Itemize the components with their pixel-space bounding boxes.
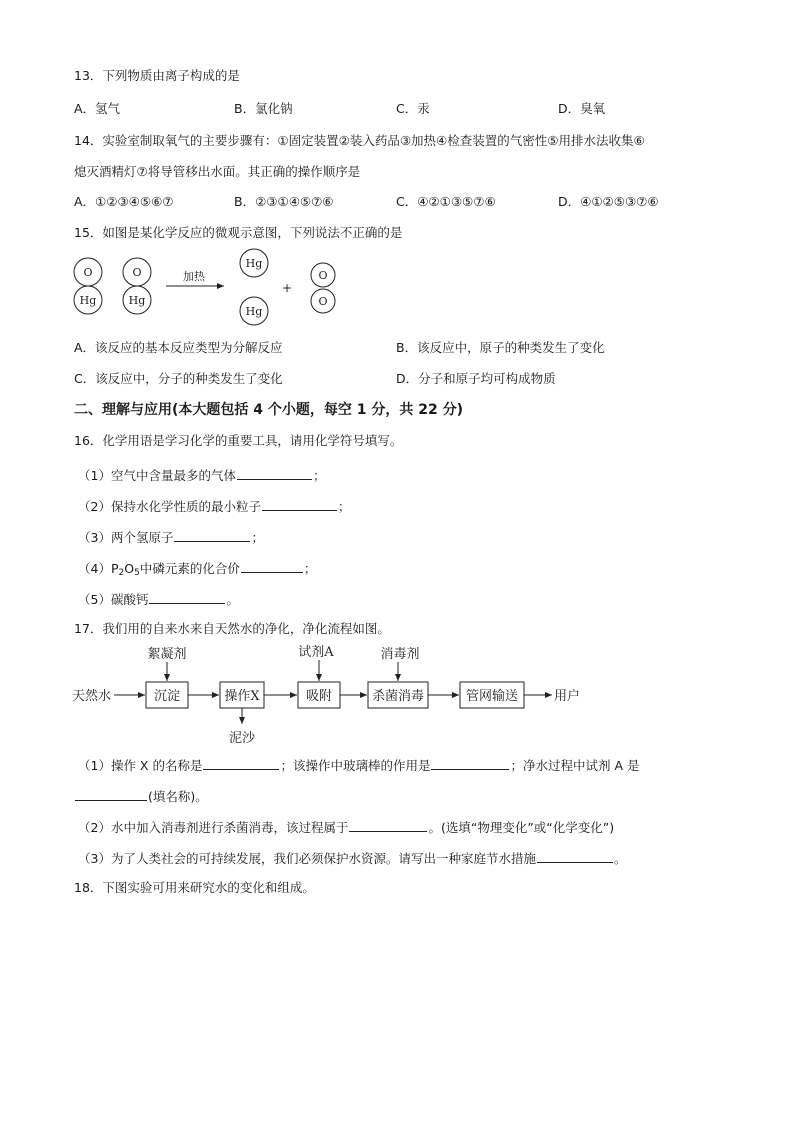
atom-label-hg: Hg [245, 257, 263, 270]
punctuation: ； [337, 499, 351, 514]
flow-step-label: 杀菌消毒 [371, 689, 425, 704]
reaction-diagram [66, 246, 356, 334]
q16-part3-text: （3）两个氢原子 [78, 530, 174, 545]
q15-option-d[interactable]: D．分子和原子均可构成物质 [396, 371, 556, 386]
atom-label-o: O [83, 266, 93, 279]
atom-label-hg: Hg [128, 294, 146, 307]
answer-blank[interactable] [241, 559, 303, 573]
q17-part1-line1 [78, 756, 639, 774]
flow-output-sediment: 泥沙 [228, 731, 256, 746]
q14-stem-line2: 熄灭酒精灯⑦将导管移出水面。其正确的操作顺序是 [74, 164, 361, 179]
flow-end-label: 用户 [554, 689, 581, 704]
q14-option-a[interactable]: A．①②③④⑤⑥⑦ [74, 194, 174, 209]
q17-part1-text-a: （1）操作 X 的名称是 [78, 758, 203, 773]
q17-part3-text-b: 。 [613, 851, 627, 866]
section-heading: 二、理解与应用(本大题包括 4 个小题，每空 1 分，共 22 分) [74, 402, 464, 418]
water-purification-flowchart [70, 640, 610, 750]
q17-part1-line2 [74, 787, 208, 805]
answer-blank[interactable] [149, 590, 225, 604]
punctuation: 。 [226, 592, 239, 607]
q16-stem: 16．化学用语是学习化学的重要工具，请用化学符号填写。 [74, 433, 403, 448]
q16-part4-o: O [124, 561, 135, 576]
q15-option-a[interactable]: A．该反应的基本反应类型为分解反应 [74, 340, 283, 355]
atom-label-o: O [318, 295, 328, 308]
q16-part5 [78, 590, 239, 608]
answer-blank[interactable] [75, 787, 147, 801]
q14-stem-line1: 14．实验室制取氧气的主要步骤有：①固定装置②装入药品③加热④检查装置的气密性⑤用排水法收集⑥ [74, 133, 645, 148]
q16-part1 [78, 466, 325, 484]
atom-label-hg: Hg [79, 294, 97, 307]
flow-step-label: 吸附 [305, 689, 333, 704]
q15-stem: 15．如图是某化学反应的微观示意图，下列说法不正确的是 [74, 225, 403, 240]
q17-part1-text-c: ；净水过程中试剂 A 是 [510, 758, 640, 773]
punctuation: ； [312, 468, 326, 483]
q14-option-d[interactable]: D．④①②⑤③⑦⑥ [558, 194, 659, 209]
q17-part3-text-a: （3）为了人类社会的可持续发展，我们必须保护水资源。请写出一种家庭节水措施 [78, 851, 536, 866]
q13-option-d[interactable]: D．臭氧 [558, 101, 606, 116]
q15-option-c[interactable]: C．该反应中，分子的种类发生了变化 [74, 371, 283, 386]
q17-part1-text-d: (填名称)。 [148, 789, 208, 804]
q17-part2-text-b: 。(选填“物理变化”或“化学变化”) [428, 820, 615, 835]
answer-blank[interactable] [203, 756, 279, 770]
q16-part3 [78, 528, 264, 546]
q18-stem: 18．下图实验可用来研究水的变化和组成。 [74, 880, 315, 895]
flow-input-flocculant: 絮凝剂 [147, 647, 187, 662]
subscript: 5 [134, 568, 140, 578]
flow-input-reagent-a: 试剂A [298, 645, 334, 660]
q17-part3 [78, 849, 626, 867]
q15-option-b[interactable]: B．该反应中，原子的种类发生了变化 [396, 340, 605, 355]
q17-part1-text-b: ；该操作中玻璃棒的作用是 [280, 758, 431, 773]
flow-step-label: 沉淀 [153, 689, 181, 704]
q17-part2-text-a: （2）水中加入消毒剂进行杀菌消毒，该过程属于 [78, 820, 349, 835]
punctuation: ； [303, 561, 317, 576]
q16-part5-text: （5）碳酸钙 [78, 592, 149, 607]
atom-label-hg: Hg [245, 305, 263, 318]
answer-blank[interactable] [537, 849, 613, 863]
q17-stem: 17．我们用的自来水来自天然水的净化，净化流程如图。 [74, 621, 390, 636]
q13-option-a[interactable]: A．氢气 [74, 101, 121, 116]
answer-blank[interactable] [262, 497, 337, 511]
q16-part4-text: 中磷元素的化合价 [139, 561, 240, 576]
q14-option-b[interactable]: B．②③①④⑤⑦⑥ [234, 194, 334, 209]
answer-blank[interactable] [349, 818, 427, 832]
q13-option-c[interactable]: C．汞 [396, 101, 430, 116]
plus-sign: + [281, 281, 293, 295]
punctuation: ； [251, 530, 264, 545]
flow-step-label: 操作X [224, 689, 260, 704]
q16-part2-text: （2）保持水化学性质的最小粒子 [78, 499, 261, 514]
answer-blank[interactable] [237, 466, 312, 480]
q16-part4 [78, 559, 316, 577]
q14-option-c[interactable]: C．④②①③⑤⑦⑥ [396, 194, 496, 209]
reaction-arrow-head [217, 283, 224, 289]
q16-part2 [78, 497, 350, 515]
arrow-condition-label: 加热 [183, 270, 205, 283]
atom-label-o: O [132, 266, 142, 279]
q17-part2 [78, 818, 614, 836]
flow-source-label: 天然水 [72, 689, 112, 704]
answer-blank[interactable] [174, 528, 250, 542]
q13-option-b[interactable]: B．氯化钠 [234, 101, 293, 116]
flow-step-label: 管网输送 [465, 689, 519, 704]
q16-part4-prefix: （4）P [78, 561, 119, 576]
atom-label-o: O [318, 269, 328, 282]
q16-part1-text: （1）空气中含量最多的气体 [78, 468, 236, 483]
answer-blank[interactable] [431, 756, 509, 770]
flow-input-disinfectant: 消毒剂 [380, 647, 420, 662]
subscript: 2 [118, 568, 125, 578]
q13-stem: 13．下列物质由离子构成的是 [74, 68, 240, 83]
